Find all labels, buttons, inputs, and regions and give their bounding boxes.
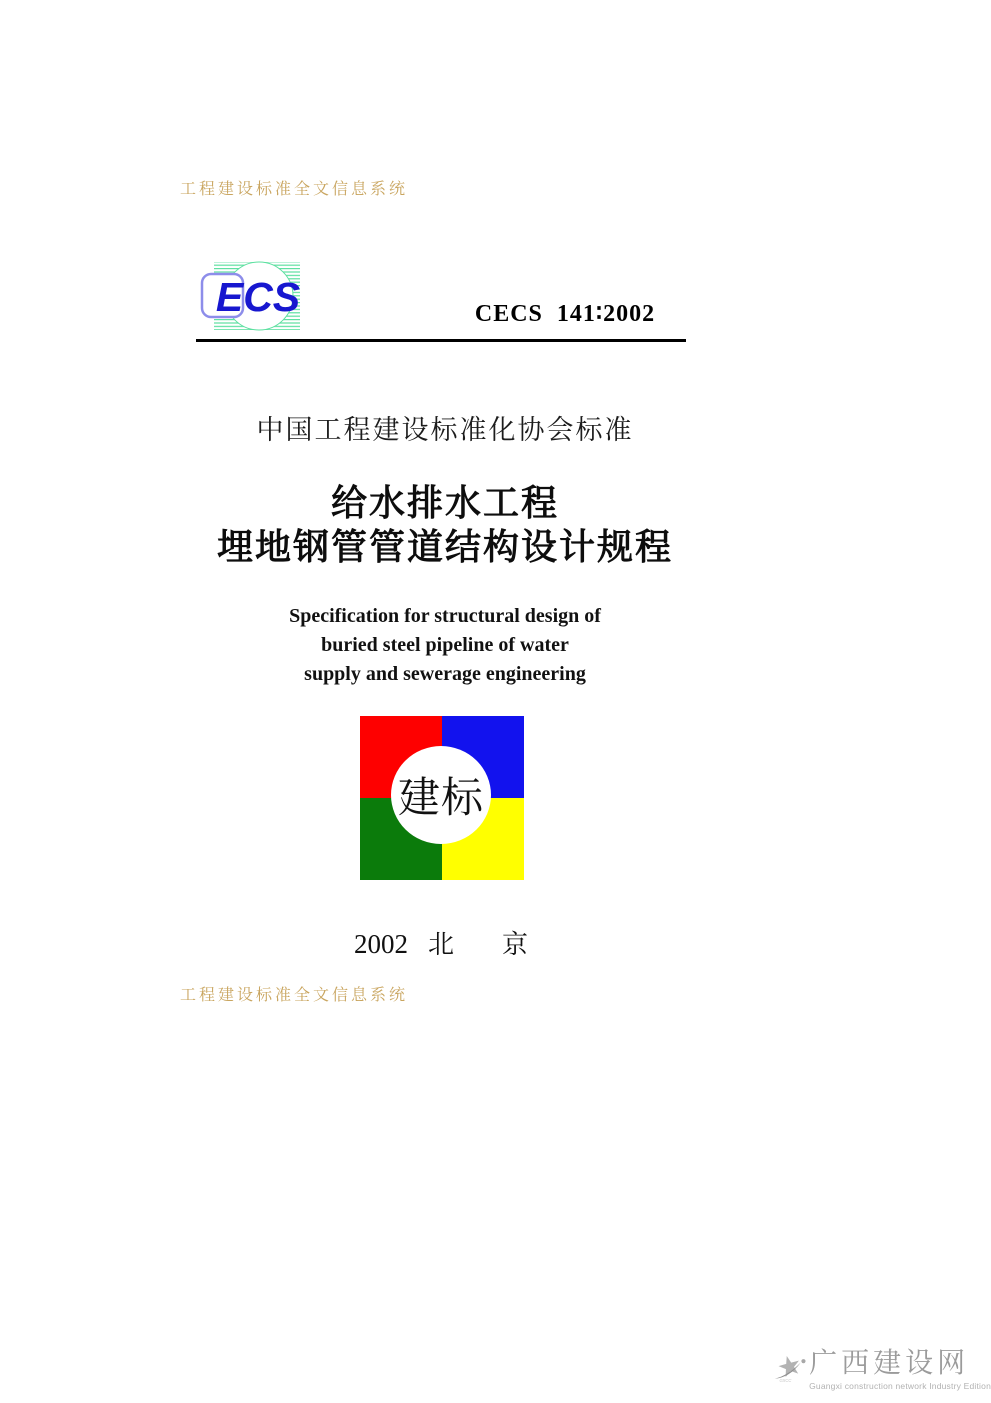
emblem-circle xyxy=(391,746,491,844)
header-rule xyxy=(196,339,686,342)
ecs-logo-graphic xyxy=(198,251,326,337)
main-title xyxy=(100,481,790,569)
star-icon xyxy=(773,1336,808,1402)
site-logo xyxy=(773,1336,991,1402)
jianbiao-emblem xyxy=(360,716,524,880)
site-logo-caption: Guangxi construction network Industry Edition xyxy=(809,1381,991,1391)
english-title-line1: Specification for structural design of xyxy=(289,605,601,627)
standard-number: CECS 141∶2002 xyxy=(474,301,656,327)
publication-year: 2002 xyxy=(354,929,408,959)
star-label: GXCC xyxy=(779,1377,792,1383)
publication-city-char2: 京 xyxy=(502,930,529,959)
publication-city-char1: 北 xyxy=(428,930,455,959)
english-title-line2: buried steel pipeline of water xyxy=(321,634,569,656)
association-standard-line: 中国工程建设标准化协会标准 xyxy=(256,415,634,445)
ecs-logo xyxy=(198,251,326,337)
main-title-line1: 给水排水工程 xyxy=(330,482,559,523)
publication-line xyxy=(354,924,528,961)
site-logo-name: 广西建设网 xyxy=(809,1348,970,1379)
english-title xyxy=(150,602,740,689)
site-logo-texts xyxy=(809,1336,991,1391)
main-title-line2: 埋地钢管管道结构设计规程 xyxy=(216,526,673,567)
english-title-line3: supply and sewerage engineering xyxy=(304,663,586,685)
emblem-label: 建标 xyxy=(397,774,484,821)
watermark-top: 工程建设标准全文信息系统 xyxy=(180,181,409,198)
ecs-logo-text: ECS xyxy=(215,274,301,320)
watermark-bottom: 工程建设标准全文信息系统 xyxy=(180,987,409,1004)
